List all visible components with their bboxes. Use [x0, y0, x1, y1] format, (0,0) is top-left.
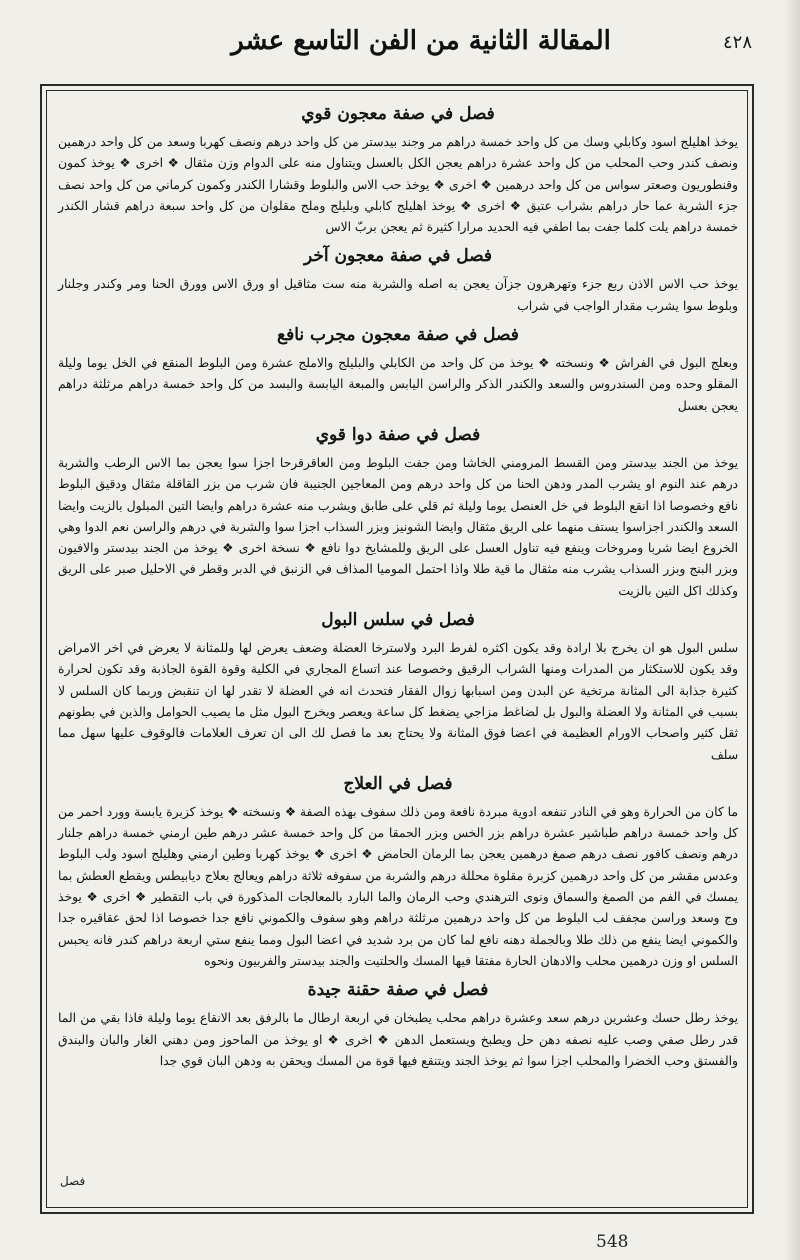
section-title: فصل في صفة معجون مجرب نافع — [277, 325, 519, 346]
section-title: فصل في العلاج — [343, 773, 453, 794]
section-title: فصل في صفة حقنة جيدة — [307, 980, 489, 1001]
section-incontinence — [58, 608, 738, 766]
catchword: فصل — [60, 1174, 86, 1188]
section-title: فصل في صفة دوا قوي — [315, 424, 481, 445]
folio-number: 548 — [596, 1232, 629, 1252]
section-title: فصل في صفة معجون قوي — [301, 104, 495, 124]
page-number: ٤٢٨ — [722, 32, 752, 53]
section-treatment — [58, 772, 738, 972]
section-body: وبعلج البول في الفراش ❖ ونسخته ❖ يوخذ من كل واحد من الكابلي والبليلج والاملج عشرة ومن البلوط المنقع في الخل يوما وليلة المقلو وحده ومن السندروس والسعد والكندر الذكر والراسن اليابس والمبعة اليابسة والبسد من كل واحد خمسة دراهم مرثلثة دراهم يعجن بعسل — [58, 356, 738, 413]
page-header — [40, 26, 752, 70]
section-body: يوخذ حب الاس الاذن ربع جزء وتهرهرون جزآن يعجن به اصله والشربة منه ست مثاقيل او ورق الاس وورق الحنا ومر وكندر وجلنار وبلوط سوا يشرب مقدار الواجب في شراب — [58, 277, 738, 313]
section-title: فصل في سلس البول — [321, 610, 475, 631]
section-body: ما كان من الحرارة وهو في النادر تنفعه ادوية مبردة نافعة ومن ذلك سفوف بهذه الصفة ❖ ونسخته ❖ يوخذ كزبرة يابسة وورد احمر من كل واحد خمسة دراهم طباشير عشرة دراهم بزر الخس وبزر الحمقا من كل واحد خمسة عشر درهم طين ارمني خمسة دراهم جلنار درهم ونصف كافور نصف درهم صمغ درهمين يعجن بما الرمان الحامض ❖ اخرى ❖ يوخذ كهربا وطين ارمني وهليلج اسود ولب البلوط وعدس مقشر من كل واحد درهمين كزبرة مقلوة محللة درهم والشربة من سفوفه ثلاثة دراهم ويعالج بعلاج ديابيطس ويقطع العطش بما يمسك في الفم من الصمغ والسماق ونوى الترهندي وحب الرمان والما البارد بالمعالجات المذكورة في باب التقطير ❖ اخرى ❖ يوخذ وج وسعد وراسن مجفف لب البلوط من كل واحد درهمين مرثلثة دراهم وهو سفوف والكموني نافع جدا خصوصا اذا لحق عقاقيره جدا والكموني ايضا ينفع من ذلك طلا وبالجملة دهنه نافع لما كان من برد شديد في اعضا البول ومما ينفع ستي اربعة دراهم كندر فانه يحبس السلس او وزن درهمين محلب والادهان الحارة مفتقا فيها المسك والحلتيت والجند بيدستر والفربيون ونحوه — [58, 804, 738, 968]
section-body: يوخذ رطل حسك وعشرين درهم سعد وعشرة دراهم محلب يطبخان في اربعة ارطال ما بالرفق بعد الانقاع يوما وليلة فاذا بقي من الما قدر رطل صفي وصب عليه نصفه دهن حل ويطبخ ويستعمل الدهن ❖ اخرى ❖ او يوخذ من الماحوز ومن دهني الغار والبان والبندق والفستق وحب الخضرا والمحلب اجزا سوا ثم يوخذ الجند ويتنقع فيها قوة من المسك ويحقن به ودهن البان قوي جدا — [58, 1011, 738, 1068]
section-body: سلس البول هو ان يخرج بلا ارادة وقد يكون اكثره لفرط البرد ولاسترخا العضلة وضعف يعرض لها وللمثانة لا يعرض في اخر الامراض وقد يكون للاستكثار من المدرات ومنها الشراب الرقيق وخصوصا عند اتساع المجاري في الكلية وقوة القوة الجاذبة وقد تكون لحرارة كثيرة جذابة الى المثانة مرتخية عن البدن ومن اسبابها زوال الفقار فتحدث انه في العضلة لا تقدر لها ان تنقبض وربما كان السلس لا بسبب في المثانة ولا العضلة والبول بل لضاغط مزاجي يضغط كل ساعة ويعصر ويخرج البول مثل ما يصيب الحوامل والذين في بطونهم ثقل كثير واصحاب الاورام العظيمة في اعضا فوق المثانة ولا يحتاج بعد ما فصل لك الى ان تعرف العلامات فالوقوف عليها سهل مما سلف — [58, 641, 738, 762]
page-edge — [786, 0, 800, 1260]
section-title: فصل في صفة معجون آخر — [303, 246, 493, 267]
text-block — [58, 96, 738, 1072]
running-title: المقالة الثانية من الفن التاسع عشر — [231, 26, 611, 56]
section-another-paste — [58, 244, 738, 317]
section-tested-paste — [58, 323, 738, 417]
section-enema — [58, 978, 738, 1072]
section-body: يوخذ من الجند بيدستر ومن القسط المرومني الخاشا ومن جفت البلوط ومن العاقرقرحا اجزا سوا يعجن بما الاس الرطب والشربة درهم عند النوم او يشرب المدر ودهن الحنا من كل واحد درهم ومن المعاجين الجنيبة فان شرب من بزر القاقلة مثقال ودقيق البلوط نافع وخصوصا اذا انقع البلوط في خل العنصل يوما وليلة ثم قلي على طابق ويشرب منه عشرة دراهم وايضا التين المبلول بالزيت وايضا السعد والكندر اجزاسوا يستف منهما على الريق مثقال وايضا الشونيز وبزر السذاب اجزا سوا والشربة في درهم والراسن نعم الدوا وهي الخروع ايضا شربا ومروخات وينفع فيه تناول العسل على الريق وللمشايخ دوا نافع ❖ نسخة اخرى ❖ يوخذ من الجند بيدستر والافيون وبزر البنج وبزر السذاب يشرب منه مثقال ما قية طلا واذا احتمل الموميا المذاف في الزنبق في الدبر وقطر في الاحليل صبر على الريق وكذلك اكل التين بالزيت — [58, 455, 738, 598]
section-strong-paste — [58, 102, 738, 238]
section-body: يوخذ اهليلج اسود وكابلي وسك من كل واحد خمسة دراهم مر وجند بيدستر من كل واحد درهم ونصف كهربا وسعد من كل واحد درهمين ونصف كندر وحب المحلب من كل واحد عشرة دراهم يعجن الكل بالعسل ويتناول منه على الدوام وزن مثقال ❖ اخرى ❖ يوخذ كمون وقنطوريون وصعتر سواس من كل واحد درهمين ❖ اخرى ❖ يوخذ حب الاس والبلوط وقشارا الكندر وكمون كرماني من كل واحد نصف جزء الشربة عما حار دراهم بشراب عتيق ❖ اخرى ❖ يوخذ اهليلج كابلي وبليلج وملح مقلوان من كل واحد سبعة دراهم قشار الكندر خمسة دراهم يلت كلما جفت بما اطفي فيه الحديد مرارا كثيرة ثم يعجن بربّ الاس — [58, 135, 738, 235]
section-strong-remedy — [58, 423, 738, 602]
